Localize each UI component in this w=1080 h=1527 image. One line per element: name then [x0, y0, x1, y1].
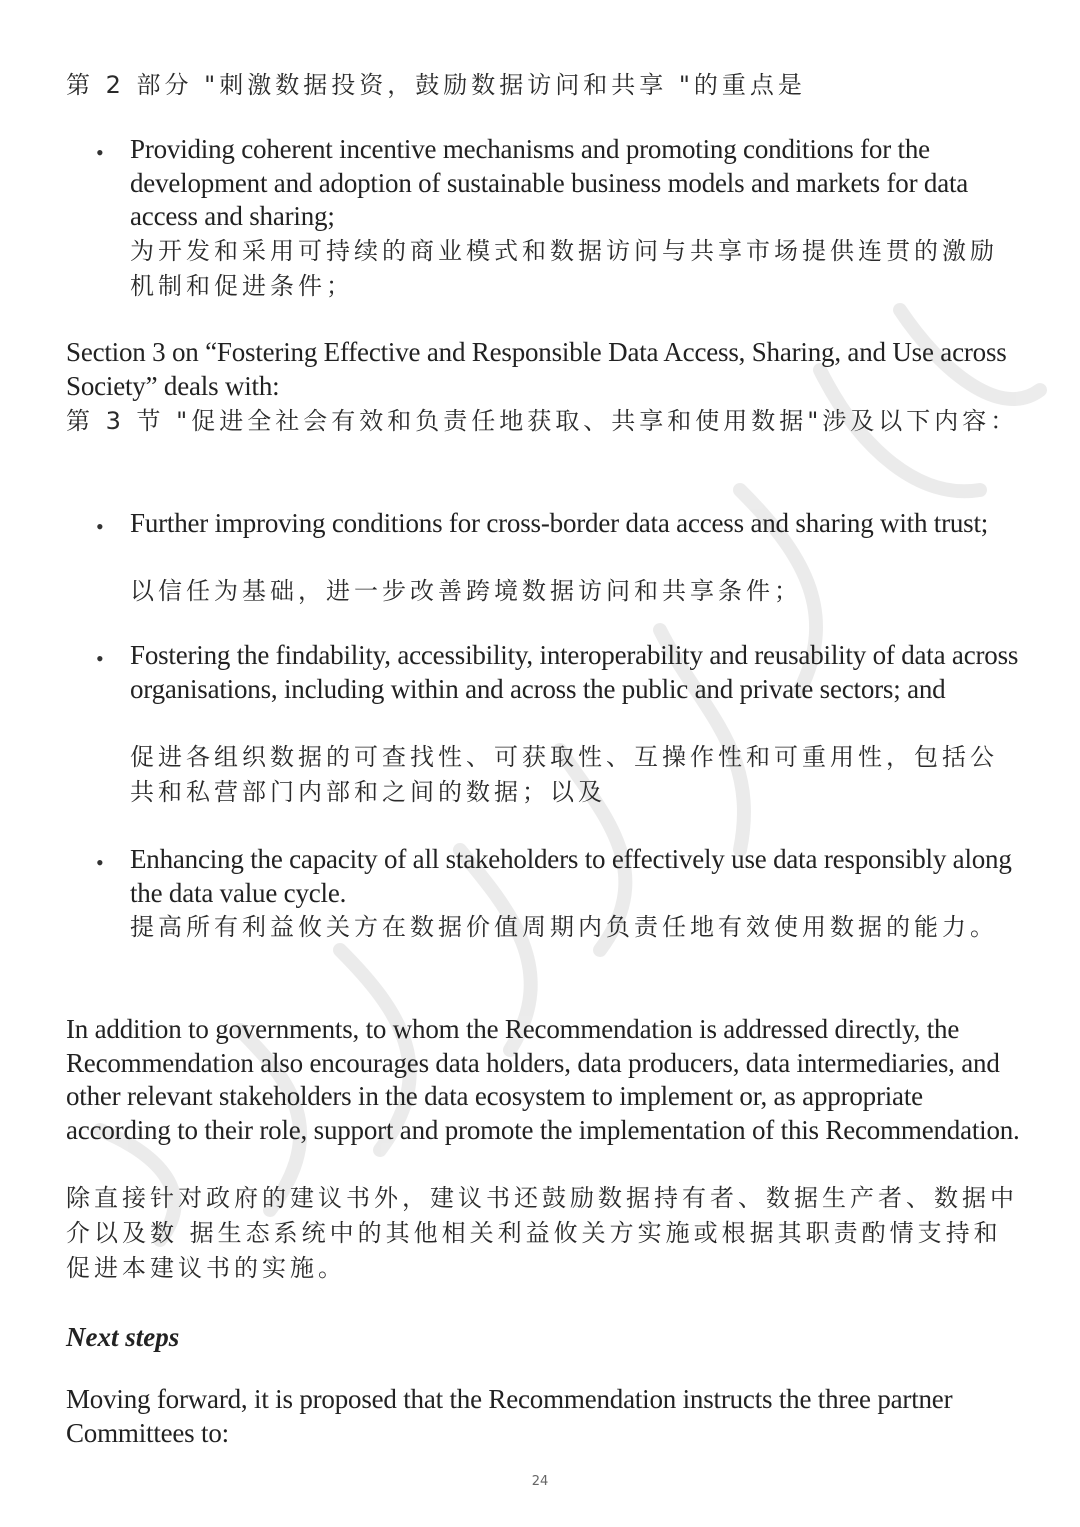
section3-bullet-3-zh: 提高所有利益攸关方在数据价值周期内负责任地有效使用数据的能力。	[130, 913, 998, 941]
section3-bullet-3-en: Enhancing the capacity of all stakeholders to effectively use data responsibly along the data value cycle.	[130, 844, 1012, 908]
bullet-marker: •	[96, 850, 104, 875]
section3-intro-en: Section 3 on “Fostering Effective and Responsible Data Access, Sharing, and Use across Society” deals with:	[66, 337, 1007, 401]
section3-bullet-1-zh: 以信任为基础，进一步改善跨境数据访问和共享条件；	[130, 577, 802, 605]
section3-bullet-2-zh: 促进各组织数据的可查找性、可获取性、互操作性和可重用性，包括公共和私营部门内部和之间的数据；以及	[130, 743, 998, 806]
next-steps-heading: Next steps	[66, 1322, 180, 1352]
bullet-marker: •	[96, 514, 104, 539]
addition-paragraph-en: In addition to governments, to whom the Recommendation is addressed directly, the Recommendation also encourages data holders, data producers, data intermediaries, and other relevant stakeholders in the data ecosystem to implement or, as appropriate according to their role, support and promote the implementation of this Recommendation.	[66, 1014, 1020, 1145]
bullet-marker: •	[96, 646, 104, 671]
addition-paragraph-zh: 除直接针对政府的建议书外，建议书还鼓励数据持有者、数据生产者、数据中介以及数 据生态系统中的其他相关利益攸关方实施或根据其职责酌情支持和促进本建议书的实施。	[66, 1184, 1018, 1282]
section3-intro-zh: 第 3 节 "促进全社会有效和负责任地获取、共享和使用数据"涉及以下内容：	[66, 407, 1019, 435]
section2-bullet-1-zh: 为开发和采用可持续的商业模式和数据访问与共享市场提供连贯的激励机制和促进条件；	[130, 237, 998, 300]
bullet-marker: •	[96, 140, 104, 165]
section3-bullet-2-en: Fostering the findability, accessibility, interoperability and reusability of data across organisations, including within and across the public and private sectors; and	[130, 640, 1019, 704]
section2-bullet-1-en: Providing coherent incentive mechanisms and promoting conditions for the development and adoption of sustainable business models and markets for data access and sharing;	[130, 134, 969, 231]
section3-bullet-1-en: Further improving conditions for cross-border data access and sharing with trust;	[130, 508, 989, 538]
section2-heading: 第 2 部分 "刺激数据投资，鼓励数据访问和共享 "的重点是	[66, 71, 806, 99]
next-steps-paragraph: Moving forward, it is proposed that the Recommendation instructs the three partner Committees to:	[66, 1384, 953, 1448]
page-number: 24	[531, 1474, 549, 1489]
